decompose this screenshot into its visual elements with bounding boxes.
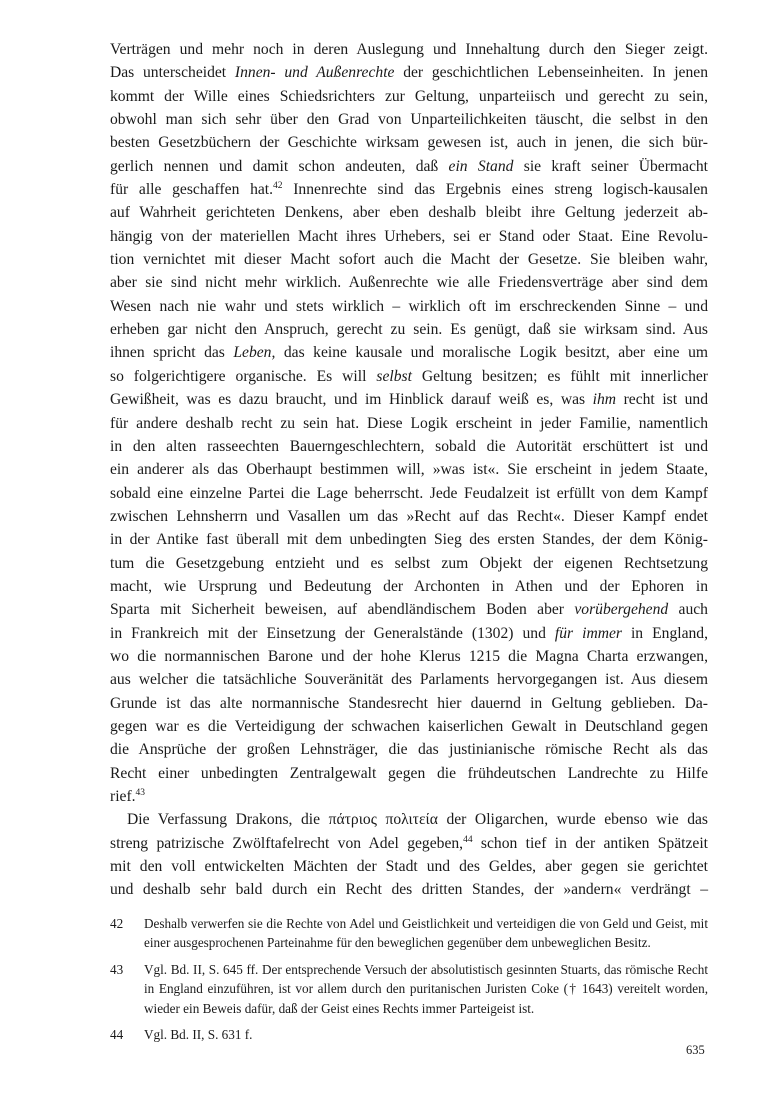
page-content [110,38,708,1052]
footnote-ref-42[interactable]: 42 [273,181,283,192]
text-line: tion vernichtet mit dieser Macht sofort auch die Macht der Gesetze. Sie bleiben wahr, [110,251,708,269]
text-line: gegen war es die Verteidigung der schwachen kaiserlichen Gewalt in Deutschland gegen [110,717,708,735]
text-line: in Frankreich mit der Einsetzung der Generalstände (1302) und für immer in England, [110,624,708,642]
text-line: aus welcher die tatsächliche Souveränität des Parlaments hervorgegangen ist. Aus diesem [110,671,708,689]
text-line: mit den voll entwickelten Mächten der Stadt und des Geldes, aber gegen sie gerichtet [110,858,708,876]
text-line: macht, wie Ursprung und Bedeutung der Archonten in Athen und der Ephoren in [110,577,708,595]
text-line: aber sie sind nicht mehr wirklich. Außenrechte wie alle Friedensverträge aber sind dem [110,274,708,292]
footnote-42 [110,914,708,953]
text-line: tum die Gesetzgebung entzieht und es selbst zum Objekt der eigenen Rechtsetzung [110,554,708,572]
text-line: für andere deshalb recht zu sein hat. Diese Logik erscheint in jeder Familie, namentlich [110,414,708,432]
footnote-number: 42 [110,915,124,931]
text-line: Recht einer unbedingten Zentralgewalt gegen die frühdeutschen Landrechte zu Hilfe [110,764,708,782]
text-line: und deshalb sehr bald durch ein Recht des dritten Standes, der »andern« verdrängt – [110,881,708,899]
text-line: Grunde ist das alte normannische Standesrecht hier dauernd in Geltung geblieben. Da- [110,694,708,712]
footnote-number: 43 [110,961,124,977]
text-line: die Ansprüche der großen Lehnsträger, die das justinianische römische Recht als das [110,741,708,759]
text-line: auf Wahrheit gerichteten Denkens, aber eben deshalb bleibt ihre Geltung jederzeit ab- [110,204,708,222]
footnote-ref-44[interactable]: 44 [463,834,473,845]
text-line: Das unterscheidet Innen- und Außenrechte der geschichtlichen Lebenseinheiten. In jenen [110,64,708,82]
text-line: Gewißheit, was es dazu braucht, und im Hinblick darauf weiß es, was ihm recht ist und [110,391,709,409]
page-number: 635 [686,1043,705,1057]
text-line: so folgerichtigere organische. Es will selbst Geltung besitzen; es fühlt mit innerlicher [110,367,708,385]
text-line: kommt der Wille eines Schiedsrichters zur Geltung, unparteiisch und gerecht zu sein, [110,87,708,105]
text-line: rief.$^{43}$ [110,788,146,805]
text-line: ihnen spricht das Leben, das keine kausale und moralische Logik besitzt, aber eine um [110,344,708,362]
text-line: Die Verfassung Drakons, die πάτριος πολιτεία der Oligarchen, wurde ebenso wie das [127,811,708,829]
text-line: Wesen nach nie wahr und stets wirklich – wirklich oft im erschreckenden Sinne – und [110,297,708,315]
text-line: in der Antike fast überall mit dem unbedingten Sieg des ersten Standes, der dem König- [110,531,708,549]
text-line: gerlich nennen und damit schon andeuten, daß ein Stand sie kraft seiner Übermacht [110,157,708,175]
footnote-text: Vgl. Bd. II, S. 645 ff. Der entsprechende Versuch der absolutistisch gesinnten Stuarts, das römische Recht in England einzuführen, ist vor allem durch den puritanischen Juristen Coke († 1643) vereitelt worden, wieder ein Beweis dafür, daß der Geist eines Rechts immer Parteigeist ist. [144,961,708,1016]
text-line: obwohl man sich sehr über den Grad von Unparteilichkeiten täuscht, die selbst in den [110,111,708,129]
text-line: sobald eine einzelne Partei die Lage beherrscht. Jede Feudalzeit ist erfüllt von dem Kampf [110,484,708,502]
footnote-text: Vgl. Bd. II, S. 631 f. [144,1027,253,1043]
text-line: wo die normannischen Barone und der hohe Klerus 1215 die Magna Charta erzwangen, [110,647,708,665]
footnote-text: Deshalb verwerfen sie die Rechte von Adel und Geistlichkeit und verteidigen die von Geld und Geist, mit einer ausgesprochenen Parteinahme für den beweglichen gegenüber dem unbeweglichen Besitz. [144,915,708,951]
text-line: für alle geschaffen hat.$^{42}$ Innenrechte sind das Ergebnis eines streng logisch-kausalen [110,181,708,199]
text-line: in den alten rasseechten Bauerngeschlechtern, sobald die Autorität erschüttert ist und [110,437,708,455]
main-paragraph-1 [110,38,708,808]
text-line: Verträgen und mehr noch in deren Auslegung und Innehaltung durch den Sieger zeigt. [110,41,708,58]
text-line: Sparta mit Sicherheit beweisen, auf abendländischem Boden aber vorübergehend auch [110,601,708,619]
text-line: hängig von der materiellen Macht ihres Urhebers, sei er Stand oder Staat. Eine Revolu- [110,227,708,245]
footnote-44 [110,1025,708,1045]
footnotes [110,914,708,1045]
main-paragraph-2 [110,808,708,901]
footnote-43 [110,960,708,1019]
footnote-number: 44 [110,1027,124,1043]
text-line: erheben gar nicht den Anspruch, gerecht zu sein. Es genügt, daß sie wirksam sind. Aus [110,321,708,339]
text-line: ein anderer als das Oberhaupt bestimmen will, »was ist«. Sie erscheint in jedem Staate, [110,461,708,479]
text-line: besten Gesetzbüchern der Geschichte wirksam gewesen ist, auch in jenen, die sich bür- [110,134,708,152]
text-line: zwischen Lehnsherrn und Vasallen um das »Recht auf das Recht«. Dieser Kampf endet [110,507,708,525]
text-line: streng patrizische Zwölftafelrecht von Adel gegeben,$^{44}$ schon tief in der antiken Spätzeit [110,834,708,852]
footnote-ref-43[interactable]: 43 [135,788,146,798]
